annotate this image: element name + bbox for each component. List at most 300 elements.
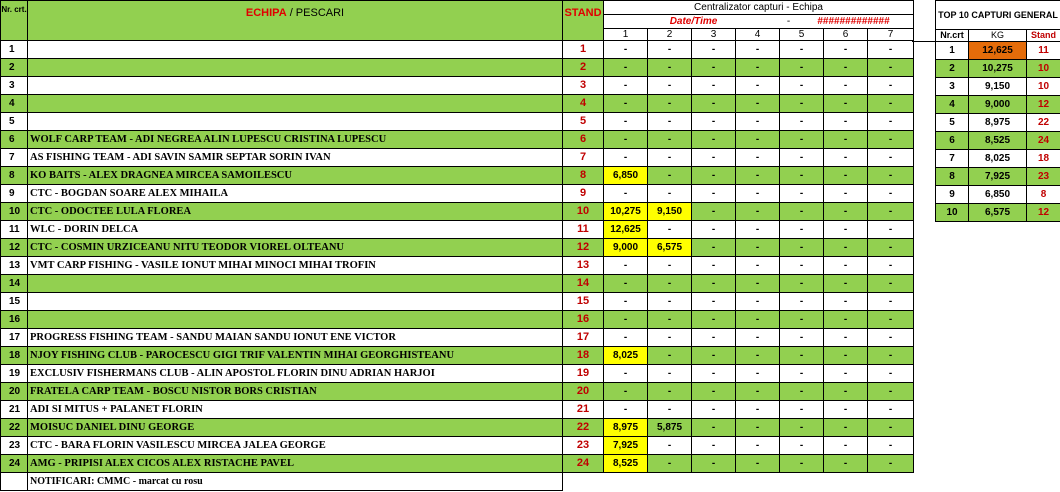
team-name-cell[interactable] [28,95,563,113]
table-row [1,149,914,167]
catch-cell-round-4[interactable]: - [736,329,780,347]
stand-cell[interactable]: 10 [563,203,604,221]
catch-cell-round-3[interactable]: - [692,41,736,59]
row-number: 15 [1,293,28,311]
catch-cell-round-7[interactable]: - [868,455,914,473]
catch-cell-round-4[interactable]: - [736,275,780,293]
catch-cell-round-3[interactable]: - [692,365,736,383]
catch-cell-round-4[interactable]: - [736,59,780,77]
catch-cell-round-6[interactable]: - [824,77,868,95]
top10-kg[interactable]: 6,575 [969,204,1027,222]
top10-kg[interactable]: 10,275 [969,60,1027,78]
catch-cell-round-3[interactable]: - [692,419,736,437]
catch-cell-round-6[interactable]: - [824,257,868,275]
catch-cell-round-4[interactable]: - [736,293,780,311]
catch-cell-round-6[interactable]: - [824,347,868,365]
top10-stand[interactable]: 24 [1027,132,1060,150]
catch-cell-round-4[interactable]: - [736,95,780,113]
notes-empty [1,473,28,491]
catch-cell-round-7[interactable]: - [868,311,914,329]
catch-cell-round-3[interactable]: - [692,239,736,257]
round-header-4: 4 [736,29,780,41]
catch-cell-round-7[interactable]: - [868,419,914,437]
team-name-cell[interactable]: AMG - PRIPISI ALEX CICOS ALEX RISTACHE PAVEL [28,455,563,473]
catch-cell-round-2[interactable]: - [648,257,692,275]
table-row [1,455,914,473]
team-name-cell[interactable]: NJOY FISHING CLUB - PAROCESCU GIGI TRIF VALENTIN MIHAI GEORGHISTEANU [28,347,563,365]
table-row [1,113,914,131]
team-name-cell[interactable]: ADI SI MITUS + PALANET FLORIN [28,401,563,419]
top10-panel [935,0,1060,222]
catch-cell-round-2[interactable]: - [648,347,692,365]
catch-cell-round-3[interactable]: - [692,185,736,203]
catch-cell-round-3[interactable]: - [692,77,736,95]
top10-stand[interactable]: 12 [1027,96,1060,114]
table-row [1,419,914,437]
stand-cell[interactable]: 4 [563,95,604,113]
catch-cell-round-5[interactable]: - [780,455,824,473]
catch-cell-round-3[interactable]: - [692,329,736,347]
team-name-cell[interactable] [28,293,563,311]
catch-cell-round-7[interactable]: - [868,347,914,365]
row-number: 14 [1,275,28,293]
row-number: 3 [1,77,28,95]
catch-cell-round-3[interactable]: - [692,293,736,311]
catch-cell-round-2[interactable]: 9,150 [648,203,692,221]
round-header-2: 2 [648,29,692,41]
top10-stand[interactable]: 22 [1027,114,1060,132]
catch-cell-round-7[interactable]: - [868,149,914,167]
top10-kg[interactable]: 7,925 [969,168,1027,186]
stand-cell[interactable]: 18 [563,347,604,365]
top10-rank: 10 [936,204,969,222]
catch-cell-round-4[interactable]: - [736,347,780,365]
row-number: 9 [1,185,28,203]
centralizator-title: Centralizator capturi - Echipa [604,1,914,15]
catch-cell-round-6[interactable]: - [824,239,868,257]
team-name-cell[interactable]: CTC - ODOCTEE LULA FLOREA [28,203,563,221]
catch-cell-round-6[interactable]: - [824,185,868,203]
row-number: 16 [1,311,28,329]
top10-stand[interactable]: 23 [1027,168,1060,186]
catch-cell-round-7[interactable]: - [868,221,914,239]
catch-cell-round-6[interactable]: - [824,401,868,419]
catch-cell-round-7[interactable]: - [868,167,914,185]
top10-kg-header: KG [969,30,1027,42]
round-header-6: 6 [824,29,868,41]
catch-cell-round-1[interactable]: - [604,401,648,419]
stand-cell[interactable]: 21 [563,401,604,419]
catch-cell-round-7[interactable]: - [868,77,914,95]
catch-cell-round-6[interactable]: - [824,203,868,221]
catch-cell-round-2[interactable]: - [648,311,692,329]
catch-cell-round-5[interactable]: - [780,41,824,59]
catch-cell-round-1[interactable]: - [604,113,648,131]
top10-rank: 3 [936,78,969,96]
table-row [1,311,914,329]
catch-cell-round-4[interactable]: - [736,149,780,167]
top10-kg[interactable]: 8,525 [969,132,1027,150]
catch-cell-round-1[interactable]: 6,850 [604,167,648,185]
catch-cell-round-2[interactable]: - [648,275,692,293]
catch-cell-round-2[interactable]: - [648,149,692,167]
stand-cell[interactable]: 23 [563,437,604,455]
top10-kg[interactable]: 8,975 [969,114,1027,132]
catch-cell-round-5[interactable]: - [780,401,824,419]
catch-cell-round-1[interactable]: 8,975 [604,419,648,437]
stand-cell[interactable]: 5 [563,113,604,131]
team-name-cell[interactable] [28,41,563,59]
catch-cell-round-5[interactable]: - [780,275,824,293]
top10-kg[interactable]: 9,150 [969,78,1027,96]
table-row [1,95,914,113]
catch-cell-round-3[interactable]: - [692,347,736,365]
top10-row [936,96,1060,114]
date-time-label: Date/Time [669,16,718,27]
catch-cell-round-3[interactable]: - [692,149,736,167]
catch-cell-round-5[interactable]: - [780,77,824,95]
catch-cell-round-5[interactable]: - [780,59,824,77]
catch-cell-round-2[interactable]: 5,875 [648,419,692,437]
catch-cell-round-2[interactable]: 6,575 [648,239,692,257]
table-row [1,167,914,185]
catch-cell-round-4[interactable]: - [736,113,780,131]
table-row [1,59,914,77]
echipa-label: ECHIPA [245,7,287,19]
top10-stand[interactable]: 10 [1027,60,1060,78]
catch-cell-round-3[interactable]: - [692,113,736,131]
catch-cell-round-5[interactable]: - [780,311,824,329]
top10-nr-header: Nr.crt [936,30,969,42]
catch-cell-round-4[interactable]: - [736,419,780,437]
table-row [1,347,914,365]
catch-cell-round-2[interactable]: - [648,383,692,401]
catch-cell-round-1[interactable]: - [604,293,648,311]
catch-cell-round-7[interactable]: - [868,131,914,149]
catch-cell-round-4[interactable]: - [736,167,780,185]
top10-row [936,186,1060,204]
catch-cell-round-6[interactable]: - [824,437,868,455]
catch-cell-round-7[interactable]: - [868,185,914,203]
catch-cell-round-1[interactable]: - [604,59,648,77]
top10-kg[interactable]: 9,000 [969,96,1027,114]
catch-cell-round-6[interactable]: - [824,221,868,239]
stand-cell[interactable]: 6 [563,131,604,149]
team-name-cell[interactable]: VMT CARP FISHING - VASILE IONUT MIHAI MINOCI MIHAI TROFIN [28,257,563,275]
top10-rank: 7 [936,150,969,168]
catch-cell-round-4[interactable]: - [736,221,780,239]
catch-cell-round-6[interactable]: - [824,419,868,437]
catch-cell-round-3[interactable]: - [692,95,736,113]
team-name-cell[interactable]: EXCLUSIV FISHERMANS CLUB - ALIN APOSTOL FLORIN DINU ADRIAN HARJOI [28,365,563,383]
catch-cell-round-4[interactable]: - [736,257,780,275]
catch-cell-round-2[interactable]: - [648,365,692,383]
top10-row [936,150,1060,168]
catch-cell-round-7[interactable]: - [868,437,914,455]
catch-cell-round-6[interactable]: - [824,293,868,311]
catch-cell-round-5[interactable]: - [780,113,824,131]
round-header-1: 1 [604,29,648,41]
catch-cell-round-3[interactable]: - [692,167,736,185]
top10-stand-header: Stand [1027,30,1060,42]
catch-cell-round-3[interactable]: - [692,311,736,329]
stand-cell[interactable]: 16 [563,311,604,329]
stand-cell[interactable]: 2 [563,59,604,77]
stand-cell[interactable]: 9 [563,185,604,203]
catch-cell-round-6[interactable]: - [824,59,868,77]
team-name-cell[interactable]: CTC - COSMIN URZICEANU NITU TEODOR VIOREL OLTEANU [28,239,563,257]
catch-cell-round-1[interactable]: 8,025 [604,347,648,365]
table-row [1,77,914,95]
catch-cell-round-5[interactable]: - [780,293,824,311]
date-sep: - [786,16,791,27]
catch-cell-round-5[interactable]: - [780,257,824,275]
catch-cell-round-3[interactable]: - [692,203,736,221]
table-row [1,401,914,419]
catch-cell-round-7[interactable]: - [868,383,914,401]
catch-cell-round-4[interactable]: - [736,239,780,257]
catch-cell-round-5[interactable]: - [780,167,824,185]
top10-stand[interactable]: 12 [1027,204,1060,222]
catch-cell-round-6[interactable]: - [824,131,868,149]
catch-cell-round-1[interactable]: - [604,77,648,95]
catch-cell-round-7[interactable]: - [868,275,914,293]
catch-cell-round-6[interactable]: - [824,383,868,401]
catch-cell-round-2[interactable]: - [648,401,692,419]
top10-row [936,42,1060,60]
catch-cell-round-4[interactable]: - [736,401,780,419]
date-time-value: ############# [817,16,890,27]
catch-cell-round-1[interactable]: - [604,383,648,401]
team-name-cell[interactable]: KO BAITS - ALEX DRAGNEA MIRCEA SAMOILESCU [28,167,563,185]
catch-cell-round-7[interactable]: - [868,95,914,113]
catch-cell-round-1[interactable]: - [604,41,648,59]
catch-cell-round-5[interactable]: - [780,131,824,149]
catch-cell-round-3[interactable]: - [692,401,736,419]
stand-cell[interactable]: 12 [563,239,604,257]
catch-cell-round-1[interactable]: - [604,185,648,203]
catch-cell-round-6[interactable]: - [824,113,868,131]
catch-cell-round-2[interactable]: - [648,59,692,77]
stand-cell[interactable]: 7 [563,149,604,167]
team-name-cell[interactable]: WOLF CARP TEAM - ADI NEGREA ALIN LUPESCU CRISTINA LUPESCU [28,131,563,149]
stand-cell[interactable]: 3 [563,77,604,95]
team-name-cell[interactable]: CTC - BOGDAN SOARE ALEX MIHAILA [28,185,563,203]
top10-rank: 6 [936,132,969,150]
catch-cell-round-5[interactable]: - [780,329,824,347]
stand-cell[interactable]: 19 [563,365,604,383]
stand-cell[interactable]: 11 [563,221,604,239]
catch-cell-round-3[interactable]: - [692,437,736,455]
catch-cell-round-7[interactable]: - [868,113,914,131]
catch-cell-round-2[interactable]: - [648,455,692,473]
catch-cell-round-7[interactable]: - [868,239,914,257]
catch-cell-round-6[interactable]: - [824,275,868,293]
catch-cell-round-2[interactable]: - [648,77,692,95]
top10-kg[interactable]: 6,850 [969,186,1027,204]
catch-cell-round-2[interactable]: - [648,41,692,59]
catch-cell-round-1[interactable]: - [604,329,648,347]
row-number: 23 [1,437,28,455]
top10-kg[interactable]: 12,625 [969,42,1027,60]
catch-cell-round-6[interactable]: - [824,311,868,329]
table-row [1,131,914,149]
top10-stand[interactable]: 10 [1027,78,1060,96]
top10-row [936,168,1060,186]
table-row [1,329,914,347]
catch-cell-round-3[interactable]: - [692,131,736,149]
stand-cell[interactable]: 13 [563,257,604,275]
catch-cell-round-2[interactable]: - [648,185,692,203]
table-row [1,257,914,275]
row-number: 10 [1,203,28,221]
catch-cell-round-3[interactable]: - [692,383,736,401]
catch-cell-round-6[interactable]: - [824,329,868,347]
catch-cell-round-6[interactable]: - [824,41,868,59]
team-name-cell[interactable]: AS FISHING TEAM - ADI SAVIN SAMIR SEPTAR SORIN IVAN [28,149,563,167]
row-number: 24 [1,455,28,473]
catch-cell-round-7[interactable]: - [868,59,914,77]
catch-cell-round-4[interactable]: - [736,455,780,473]
catch-cell-round-4[interactable]: - [736,41,780,59]
team-name-cell[interactable]: FRATELA CARP TEAM - BOSCU NISTOR BORS CRISTIAN [28,383,563,401]
catch-cell-round-1[interactable]: 10,275 [604,203,648,221]
catch-cell-round-1[interactable]: - [604,311,648,329]
catch-cell-round-4[interactable]: - [736,131,780,149]
top10-stand[interactable]: 18 [1027,150,1060,168]
catch-cell-round-5[interactable]: - [780,221,824,239]
catch-cell-round-5[interactable]: - [780,185,824,203]
catch-cell-round-5[interactable]: - [780,419,824,437]
catch-cell-round-7[interactable]: - [868,401,914,419]
catch-cell-round-5[interactable]: - [780,437,824,455]
team-name-cell[interactable]: MOISUC DANIEL DINU GEORGE [28,419,563,437]
catch-cell-round-2[interactable]: - [648,437,692,455]
catch-cell-round-7[interactable]: - [868,257,914,275]
catch-cell-round-7[interactable]: - [868,203,914,221]
catch-cell-round-3[interactable]: - [692,221,736,239]
catch-cell-round-2[interactable]: - [648,221,692,239]
stand-cell[interactable]: 17 [563,329,604,347]
catch-cell-round-4[interactable]: - [736,311,780,329]
stand-cell[interactable]: 14 [563,275,604,293]
catch-cell-round-2[interactable]: - [648,131,692,149]
table-row [1,221,914,239]
catch-cell-round-4[interactable]: - [736,77,780,95]
catch-cell-round-1[interactable]: 7,925 [604,437,648,455]
catch-cell-round-1[interactable]: - [604,149,648,167]
catch-cell-round-1[interactable]: 8,525 [604,455,648,473]
top10-stand[interactable]: 11 [1027,42,1060,60]
row-number: 5 [1,113,28,131]
catch-cell-round-6[interactable]: - [824,167,868,185]
stand-cell[interactable]: 15 [563,293,604,311]
catch-cell-round-2[interactable]: - [648,293,692,311]
team-name-cell[interactable] [28,311,563,329]
top10-row [936,204,1060,222]
catch-cell-round-2[interactable]: - [648,167,692,185]
catch-cell-round-5[interactable]: - [780,149,824,167]
team-name-cell[interactable] [28,275,563,293]
catch-cell-round-6[interactable]: - [824,455,868,473]
catch-cell-round-7[interactable]: - [868,41,914,59]
team-name-cell[interactable]: CTC - BARA FLORIN VASILESCU MIRCEA JALEA GEORGE [28,437,563,455]
catch-cell-round-3[interactable]: - [692,59,736,77]
round-header-7: 7 [868,29,914,41]
catch-cell-round-5[interactable]: - [780,365,824,383]
row-number: 11 [1,221,28,239]
top10-title: TOP 10 CAPTURI GENERAL [936,1,1060,30]
team-name-cell[interactable] [28,59,563,77]
catch-cell-round-2[interactable]: - [648,113,692,131]
row-number: 22 [1,419,28,437]
top10-rank: 5 [936,114,969,132]
stand-cell[interactable]: 1 [563,41,604,59]
catch-cell-round-3[interactable]: - [692,275,736,293]
round-header-5: 5 [780,29,824,41]
notifications-text: NOTIFICARI: CMMC - marcat cu rosu [28,473,563,491]
catch-cell-round-3[interactable]: - [692,257,736,275]
catch-cell-round-2[interactable]: - [648,95,692,113]
catch-cell-round-4[interactable]: - [736,203,780,221]
top10-rank: 4 [936,96,969,114]
catch-cell-round-1[interactable]: - [604,275,648,293]
top10-kg[interactable]: 8,025 [969,150,1027,168]
catch-cell-round-5[interactable]: - [780,95,824,113]
catch-cell-round-1[interactable]: - [604,365,648,383]
catch-cell-round-7[interactable]: - [868,329,914,347]
catch-cell-round-4[interactable]: - [736,185,780,203]
catch-cell-round-1[interactable]: - [604,131,648,149]
catch-cell-round-4[interactable]: - [736,365,780,383]
catch-cell-round-1[interactable]: 12,625 [604,221,648,239]
top10-row [936,114,1060,132]
catch-cell-round-1[interactable]: - [604,257,648,275]
date-time-row [604,15,914,29]
stand-cell[interactable]: 8 [563,167,604,185]
top10-stand[interactable]: 8 [1027,186,1060,204]
catch-cell-round-7[interactable]: - [868,365,914,383]
table-row [1,41,914,59]
catch-cell-round-6[interactable]: - [824,95,868,113]
row-number: 13 [1,257,28,275]
catch-cell-round-5[interactable]: - [780,203,824,221]
catch-cell-round-1[interactable]: 9,000 [604,239,648,257]
row-number: 8 [1,167,28,185]
stand-cell[interactable]: 20 [563,383,604,401]
catch-cell-round-6[interactable]: - [824,149,868,167]
catch-cell-round-5[interactable]: - [780,383,824,401]
team-name-cell[interactable]: PROGRESS FISHING TEAM - SANDU MAIAN SANDU IONUT ENE VICTOR [28,329,563,347]
table-row [1,293,914,311]
team-name-cell[interactable] [28,113,563,131]
catch-cell-round-4[interactable]: - [736,437,780,455]
catch-cell-round-5[interactable]: - [780,347,824,365]
team-name-cell[interactable]: WLC - DORIN DELCA [28,221,563,239]
catch-cell-round-5[interactable]: - [780,239,824,257]
catch-cell-round-2[interactable]: - [648,329,692,347]
catch-cell-round-1[interactable]: - [604,95,648,113]
catch-cell-round-7[interactable]: - [868,293,914,311]
stand-cell[interactable]: 22 [563,419,604,437]
stand-cell[interactable]: 24 [563,455,604,473]
top10-row [936,78,1060,96]
table-row [1,185,914,203]
catch-cell-round-3[interactable]: - [692,455,736,473]
team-name-cell[interactable] [28,77,563,95]
catch-cell-round-4[interactable]: - [736,383,780,401]
catch-cell-round-6[interactable]: - [824,365,868,383]
